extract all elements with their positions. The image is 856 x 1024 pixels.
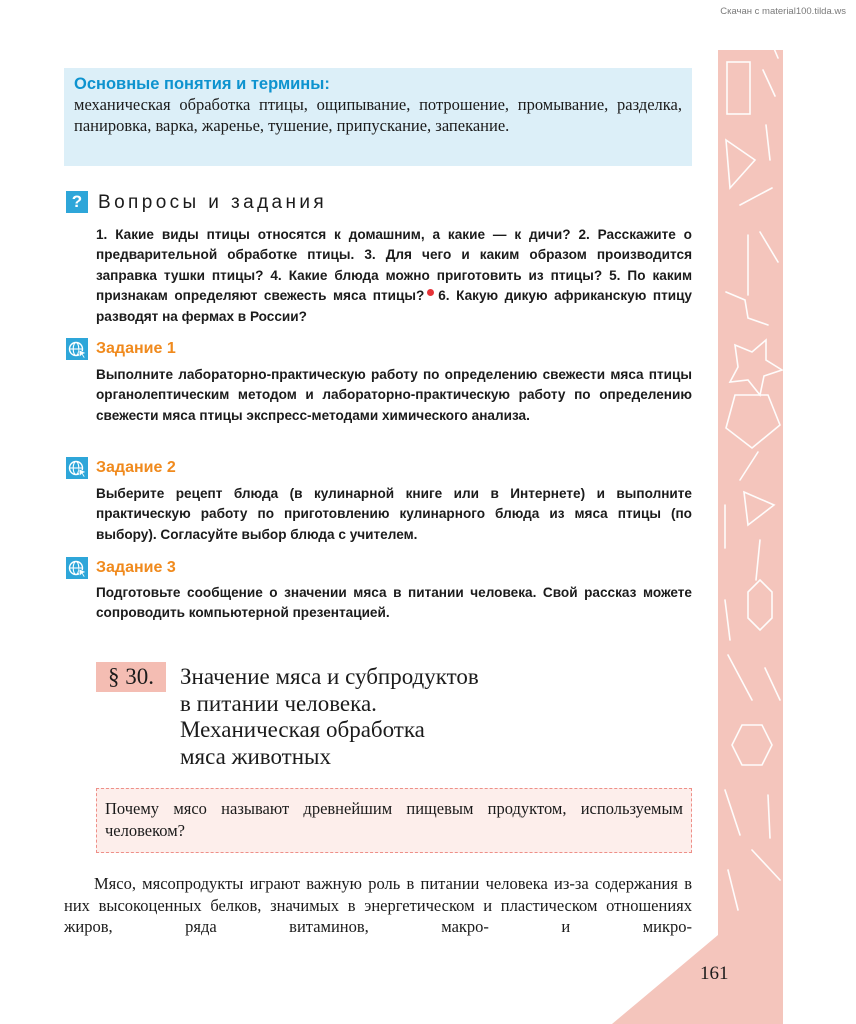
section-title (180, 664, 600, 770)
question-text: Расскажите о предварительной обработке птицы. (96, 227, 692, 263)
section-title-line: мяса животных (180, 743, 331, 769)
main-paragraph: Мясо, мясопродукты играют важную роль в питании человека из-за содержания в них высокоценных белков, значимых в энергетическом и пластическом отношениях жиров, ряда витаминов, макро- и микро- (64, 874, 692, 936)
question-text: Какие блюда можно приготовить из птицы? (288, 267, 603, 283)
key-terms-text: механическая обработка птицы, ощипывание, потрошение, промывание, разделка, панировка, варка, жаренье, тушение, припускание, запекание. (74, 95, 682, 135)
globe-cursor-icon (66, 557, 88, 579)
task-3-title: Задание 3 (96, 559, 176, 576)
deco-line-shape (740, 14, 772, 45)
question-number: 5. (609, 267, 621, 283)
download-watermark: Скачан с material100.tilda.ws (720, 6, 846, 17)
task-1-text (96, 365, 692, 426)
question-number: 1. (96, 227, 108, 242)
section-title-line: Значение мяса и субпродуктов (180, 664, 479, 689)
page-number: 161 (700, 963, 729, 984)
task-1-text-content: Выполните лабораторно-практическую работу по определению свежести мяса птицы органолептическим методом и лабораторно-практическую работу по определению свежести мяса птицы экспресс-методами химического анализа. (96, 367, 692, 423)
section-title-line: Механическая обработка (180, 717, 425, 742)
questions-title: Вопросы и задания (98, 192, 328, 213)
section-number: § 30. (96, 662, 166, 692)
section-title-line: в питании человека. (180, 690, 377, 716)
question-text: По каким признакам определяют свежесть мяса птицы? (96, 267, 693, 304)
task-3-text (96, 583, 692, 624)
question-number: 2. (578, 227, 590, 242)
task-3-text-content: Подготовьте сообщение о значении мяса в питании человека. Свой рассказ можете сопроводить компьютерной презентацией. (96, 585, 692, 621)
task-1-title: Задание 1 (96, 340, 176, 357)
questions-list (96, 225, 692, 327)
lead-question-box (96, 788, 692, 853)
question-number: 6. (438, 288, 450, 304)
task-2-text-content: Выберите рецепт блюда (в кулинарной книге или в Интернете) и выполните практическую работу по приготовлению кулинарного блюда из мяса птицы (по выбору). Согласуйте выбор блюда с учителем. (96, 486, 692, 542)
globe-cursor-icon (66, 338, 88, 360)
question-number: 4. (270, 267, 282, 283)
task-2-title: Задание 2 (96, 459, 176, 476)
task-2-text (96, 484, 692, 545)
key-terms-title: Основные понятия и термины: (74, 75, 330, 93)
lead-question-text: Почему мясо называют древнейшим пищевым продуктом, используемым человеком? (105, 799, 683, 840)
globe-cursor-icon (66, 457, 88, 479)
question-text: Какие виды птицы относятся к домашним, а какие — к дичи? (115, 227, 571, 242)
question-mark-icon: ? (66, 191, 88, 213)
key-terms-box (64, 68, 692, 166)
question-number: 3. (364, 247, 376, 263)
advanced-marker-dot-icon (427, 289, 434, 296)
question-text: Для чего и каким образом производится заправка тушки птицы? (96, 247, 693, 283)
question-text: Какую дикую африканскую птицу разводят на фермах в России? (96, 288, 692, 324)
